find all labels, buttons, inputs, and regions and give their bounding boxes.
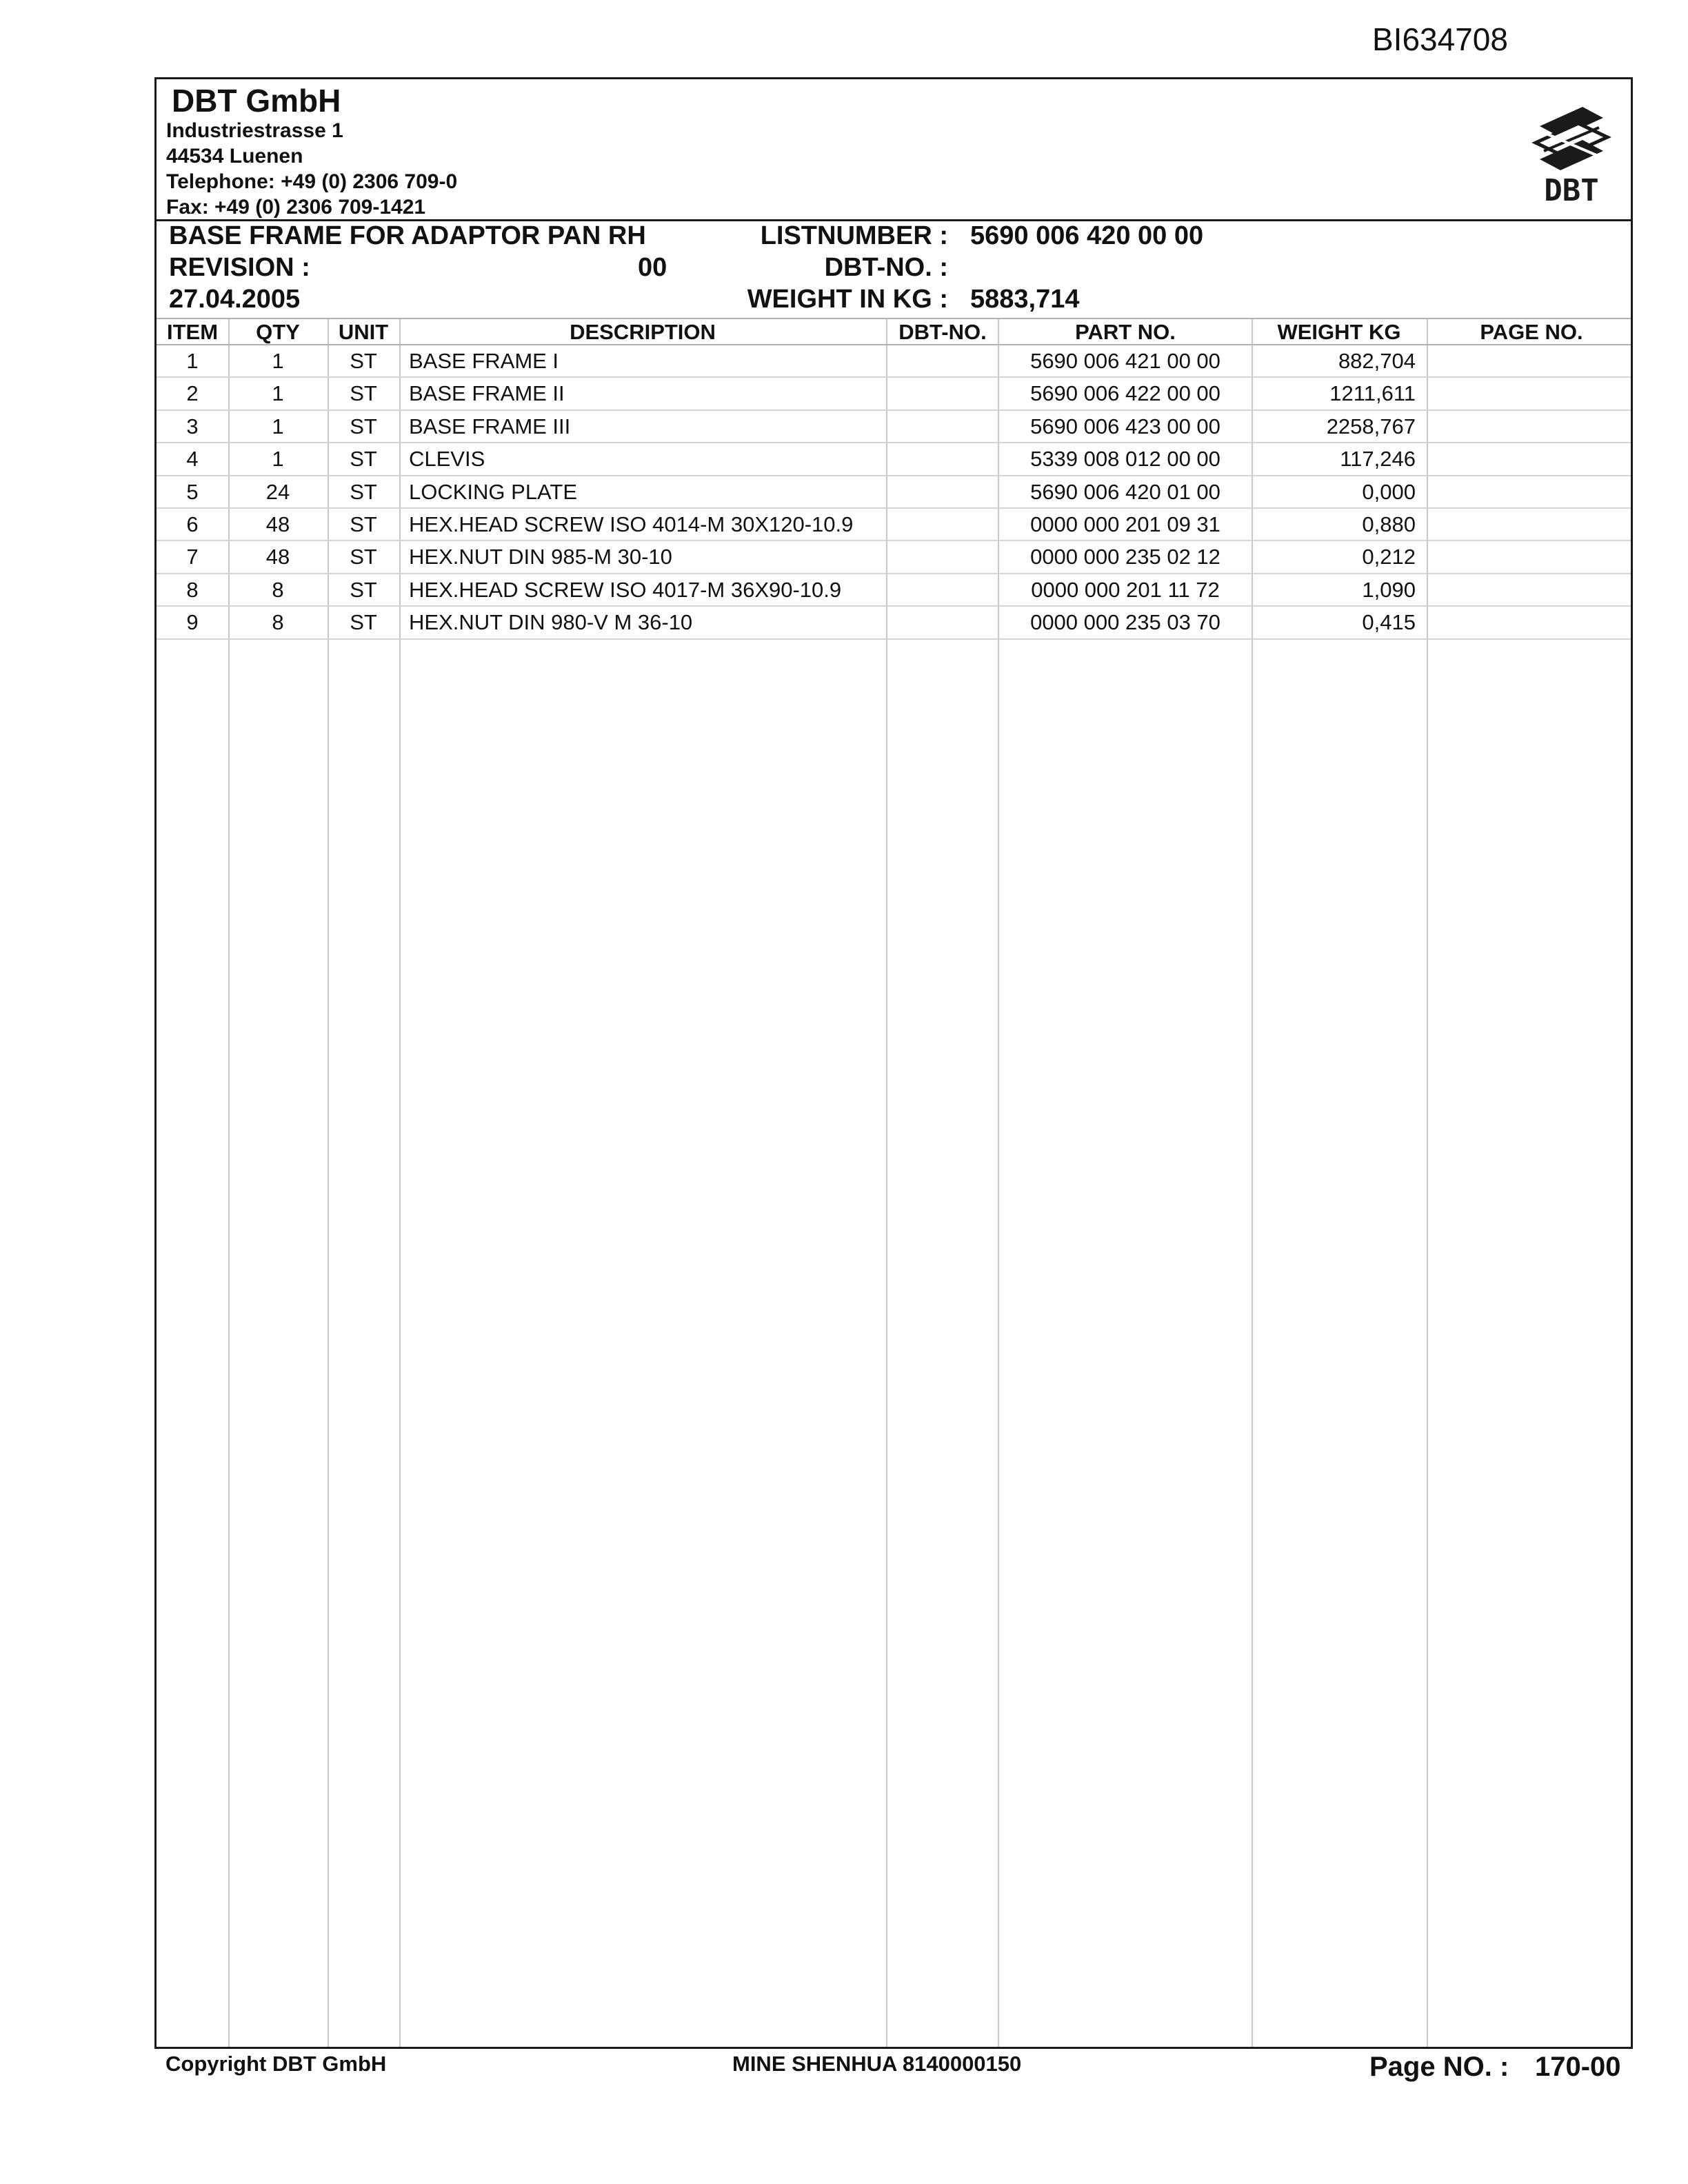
revision-label: REVISION : bbox=[169, 253, 310, 282]
list-header bbox=[157, 221, 1631, 318]
cell-weight: 882,704 bbox=[1338, 349, 1416, 373]
cell-page-no bbox=[1428, 476, 1635, 508]
cell-part-no: 5339 008 012 00 00 bbox=[1030, 447, 1220, 472]
cell-unit: ST bbox=[350, 479, 377, 504]
cell-description: HEX.NUT DIN 980-V M 36-10 bbox=[409, 610, 693, 635]
list-title: BASE FRAME FOR ADAPTOR PAN RH bbox=[169, 221, 646, 250]
cell-weight: 0,415 bbox=[1362, 610, 1416, 635]
cell-description: CLEVIS bbox=[409, 447, 485, 472]
listnumber-label: LISTNUMBER : bbox=[760, 221, 948, 250]
cell-description: HEX.HEAD SCREW ISO 4017-M 36X90-10.9 bbox=[409, 577, 842, 602]
cell-description: BASE FRAME II bbox=[409, 381, 565, 406]
cell-dbt-no bbox=[887, 574, 998, 606]
cell-description: BASE FRAME III bbox=[409, 414, 571, 438]
cell-part-no: 5690 006 422 00 00 bbox=[1030, 381, 1220, 406]
cell-page-no bbox=[1428, 378, 1635, 410]
cell-part-no: 5690 006 420 01 00 bbox=[1030, 479, 1220, 504]
header-qty: QTY bbox=[256, 320, 300, 344]
cell-weight: 117,246 bbox=[1340, 447, 1416, 472]
page-footer bbox=[0, 2052, 1688, 2093]
header-item: ITEM bbox=[166, 320, 219, 344]
table-row bbox=[157, 378, 1631, 410]
cell-description: BASE FRAME I bbox=[409, 349, 559, 373]
cell-description: LOCKING PLATE bbox=[409, 479, 578, 504]
cell-item: 1 bbox=[186, 349, 199, 373]
header-part-no: PART NO. bbox=[1075, 320, 1176, 344]
cell-qty: 48 bbox=[265, 545, 290, 569]
cell-dbt-no bbox=[887, 607, 998, 638]
header-page-no: PAGE NO. bbox=[1480, 320, 1583, 344]
header-description: DESCRIPTION bbox=[570, 320, 716, 344]
cell-part-no: 0000 000 235 03 70 bbox=[1030, 610, 1220, 635]
total-weight-value: 5883,714 bbox=[970, 285, 1080, 314]
cell-description: HEX.HEAD SCREW ISO 4014-M 30X120-10.9 bbox=[409, 512, 854, 536]
cell-item: 7 bbox=[186, 545, 199, 569]
dbt-no-label: DBT-NO. : bbox=[824, 253, 948, 282]
cell-page-no bbox=[1428, 411, 1635, 443]
cell-unit: ST bbox=[350, 349, 377, 373]
cell-qty: 8 bbox=[272, 610, 284, 635]
cell-dbt-no bbox=[887, 541, 998, 573]
cell-dbt-no bbox=[887, 378, 998, 410]
document-id: BI634708 bbox=[1372, 21, 1508, 57]
cell-qty: 1 bbox=[272, 447, 284, 472]
cell-item: 9 bbox=[186, 610, 199, 635]
cell-item: 2 bbox=[186, 381, 199, 406]
cell-dbt-no bbox=[887, 411, 998, 443]
cell-qty: 8 bbox=[272, 577, 284, 602]
cell-part-no: 5690 006 421 00 00 bbox=[1030, 349, 1220, 373]
cell-qty: 1 bbox=[272, 414, 284, 438]
table-row bbox=[157, 443, 1631, 476]
cell-qty: 1 bbox=[272, 381, 284, 406]
table-row bbox=[157, 574, 1631, 607]
cell-page-no bbox=[1428, 541, 1635, 573]
cell-part-no: 5690 006 423 00 00 bbox=[1030, 414, 1220, 438]
cell-item: 6 bbox=[186, 512, 199, 536]
logo-text: DBT bbox=[1544, 173, 1599, 208]
cell-unit: ST bbox=[350, 610, 377, 635]
company-fax: Fax: +49 (0) 2306 709-1421 bbox=[166, 196, 426, 219]
company-name: DBT GmbH bbox=[172, 83, 341, 119]
cell-unit: ST bbox=[350, 447, 377, 472]
table-row bbox=[157, 476, 1631, 509]
revision-value: 00 bbox=[638, 253, 667, 282]
company-telephone: Telephone: +49 (0) 2306 709-0 bbox=[166, 170, 458, 193]
cell-part-no: 0000 000 201 11 72 bbox=[1031, 577, 1220, 602]
cell-page-no bbox=[1428, 345, 1635, 377]
cell-weight: 2258,767 bbox=[1326, 414, 1416, 438]
footer-page-number: 170-00 bbox=[1535, 2052, 1621, 2082]
table-header-row bbox=[157, 318, 1631, 345]
cell-unit: ST bbox=[350, 545, 377, 569]
cell-description: HEX.NUT DIN 985-M 30-10 bbox=[409, 545, 672, 569]
cell-weight: 1211,611 bbox=[1329, 381, 1416, 406]
cell-qty: 1 bbox=[272, 349, 284, 373]
cell-item: 4 bbox=[186, 447, 199, 472]
company-header bbox=[157, 79, 1631, 221]
listnumber-value: 5690 006 420 00 00 bbox=[970, 221, 1204, 250]
header-dbt-no: DBT-NO. bbox=[898, 320, 987, 344]
cell-item: 5 bbox=[186, 479, 199, 504]
cell-page-no bbox=[1428, 607, 1635, 638]
cell-page-no bbox=[1428, 574, 1635, 606]
table-row bbox=[157, 345, 1631, 378]
footer-page-label: Page NO. : bbox=[1369, 2052, 1509, 2082]
cell-part-no: 0000 000 235 02 12 bbox=[1030, 545, 1220, 569]
table-row bbox=[157, 541, 1631, 574]
cell-dbt-no bbox=[887, 476, 998, 508]
cell-qty: 48 bbox=[265, 512, 290, 536]
cell-weight: 0,212 bbox=[1362, 545, 1416, 569]
dbt-logo-icon bbox=[1530, 97, 1613, 208]
cell-dbt-no bbox=[887, 509, 998, 540]
cell-dbt-no bbox=[887, 443, 998, 475]
weight-label: WEIGHT IN KG : bbox=[747, 285, 948, 314]
cell-unit: ST bbox=[350, 414, 377, 438]
cell-dbt-no bbox=[887, 345, 998, 377]
cell-weight: 0,880 bbox=[1362, 512, 1416, 536]
header-weight: WEIGHT KG bbox=[1277, 320, 1401, 344]
cell-item: 8 bbox=[186, 577, 199, 602]
company-city: 44534 Luenen bbox=[166, 145, 303, 168]
table-row bbox=[157, 411, 1631, 443]
cell-item: 3 bbox=[186, 414, 199, 438]
cell-unit: ST bbox=[350, 381, 377, 406]
table-row bbox=[157, 509, 1631, 541]
table-body bbox=[157, 345, 1631, 640]
cell-weight: 0,000 bbox=[1362, 479, 1416, 504]
cell-qty: 24 bbox=[265, 479, 290, 504]
cell-unit: ST bbox=[350, 512, 377, 536]
cell-page-no bbox=[1428, 443, 1635, 475]
cell-weight: 1,090 bbox=[1362, 577, 1416, 602]
cell-part-no: 0000 000 201 09 31 bbox=[1030, 512, 1220, 536]
footer-mine: MINE SHENHUA 8140000150 bbox=[732, 2052, 1022, 2076]
company-street: Industriestrasse 1 bbox=[166, 119, 343, 142]
header-unit: UNIT bbox=[338, 320, 389, 344]
list-date: 27.04.2005 bbox=[169, 285, 301, 314]
footer-copyright: Copyright DBT GmbH bbox=[165, 2052, 387, 2076]
cell-unit: ST bbox=[350, 577, 377, 602]
document-frame bbox=[154, 77, 1633, 2049]
table-row bbox=[157, 607, 1631, 639]
parts-table bbox=[157, 318, 1631, 2047]
cell-page-no bbox=[1428, 509, 1635, 540]
